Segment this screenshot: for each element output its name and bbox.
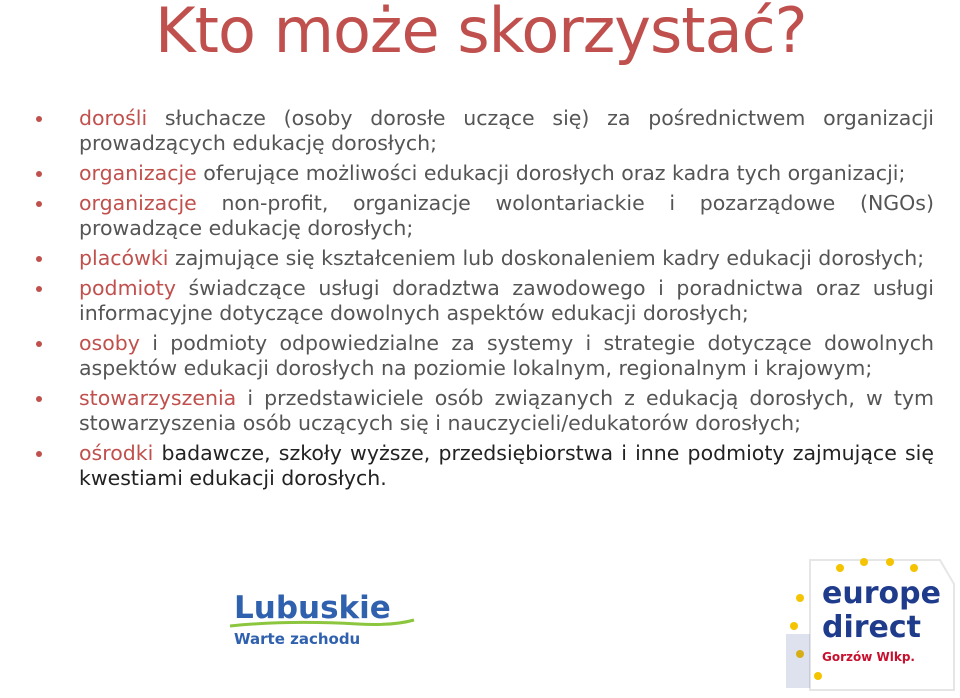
item-text: zajmujące się kształceniem lub doskonaleniem kadry edukacji dorosłych; — [168, 246, 925, 270]
list-item — [36, 386, 934, 436]
europe-direct-logo — [780, 550, 960, 698]
list-item — [36, 106, 934, 156]
item-keyword: ośrodki — [79, 441, 154, 465]
item-keyword: dorośli — [79, 106, 148, 130]
bullet-icon — [36, 171, 42, 177]
lubuskie-slogan: Warte zachodu — [234, 630, 361, 648]
bullet-icon — [36, 396, 42, 402]
item-text: badawcze, szkoły wyższe, przedsiębiorstwa i inne podmioty zajmujące się kwestiami edukacji dorosłych. — [79, 441, 934, 490]
bullet-icon — [36, 341, 42, 347]
item-text: i przedstawiciele osób związanych z edukacją dorosłych, w tym stowarzyszenia osób uczących się i nauczycieli/edukatorów dorosłych; — [79, 386, 934, 435]
list-item — [36, 191, 934, 241]
item-text: i podmioty odpowiedzialne za systemy i strategie dotyczące dowolnych aspektów edukacji dorosłych na poziomie lokalnym, regionalnym i krajowym; — [79, 331, 934, 380]
item-text: non-profit, organizacje wolontariackie i pozarządowe (NGOs) prowadzące edukację dorosłych; — [79, 191, 934, 240]
item-keyword: osoby — [79, 331, 140, 355]
list-item — [36, 331, 934, 381]
list-item — [36, 246, 934, 271]
list-item — [36, 276, 934, 326]
bullet-icon — [36, 286, 42, 292]
bullet-icon — [36, 256, 42, 262]
item-keyword: organizacje — [79, 191, 197, 215]
item-keyword: stowarzyszenia — [79, 386, 237, 410]
list-item — [36, 441, 934, 491]
item-keyword: podmioty — [79, 276, 176, 300]
bullet-icon — [36, 451, 42, 457]
slide-title: Kto może skorzystać? — [155, 0, 807, 67]
europe-direct-line1: europe — [822, 576, 941, 611]
item-keyword: organizacje — [79, 161, 197, 185]
lubuskie-logo — [228, 590, 418, 660]
bullet-icon — [36, 201, 42, 207]
list-item — [36, 161, 934, 186]
item-keyword: placówki — [79, 246, 169, 270]
item-text: słuchacze (osoby dorosłe uczące się) za pośrednictwem organizacji prowadzących edukację dorosłych; — [79, 106, 934, 155]
europe-direct-city: Gorzów Wlkp. — [822, 650, 915, 664]
bullet-list — [36, 106, 934, 496]
bullet-icon — [36, 116, 42, 122]
europe-direct-line2: direct — [822, 610, 922, 645]
lubuskie-name: Lubuskie — [234, 590, 391, 626]
item-text: świadczące usługi doradztwa zawodowego i poradnictwa oraz usługi informacyjne dotyczące dowolnych aspektów edukacji dorosłych; — [79, 276, 934, 325]
item-text: oferujące możliwości edukacji dorosłych oraz kadra tych organizacji; — [196, 161, 906, 185]
